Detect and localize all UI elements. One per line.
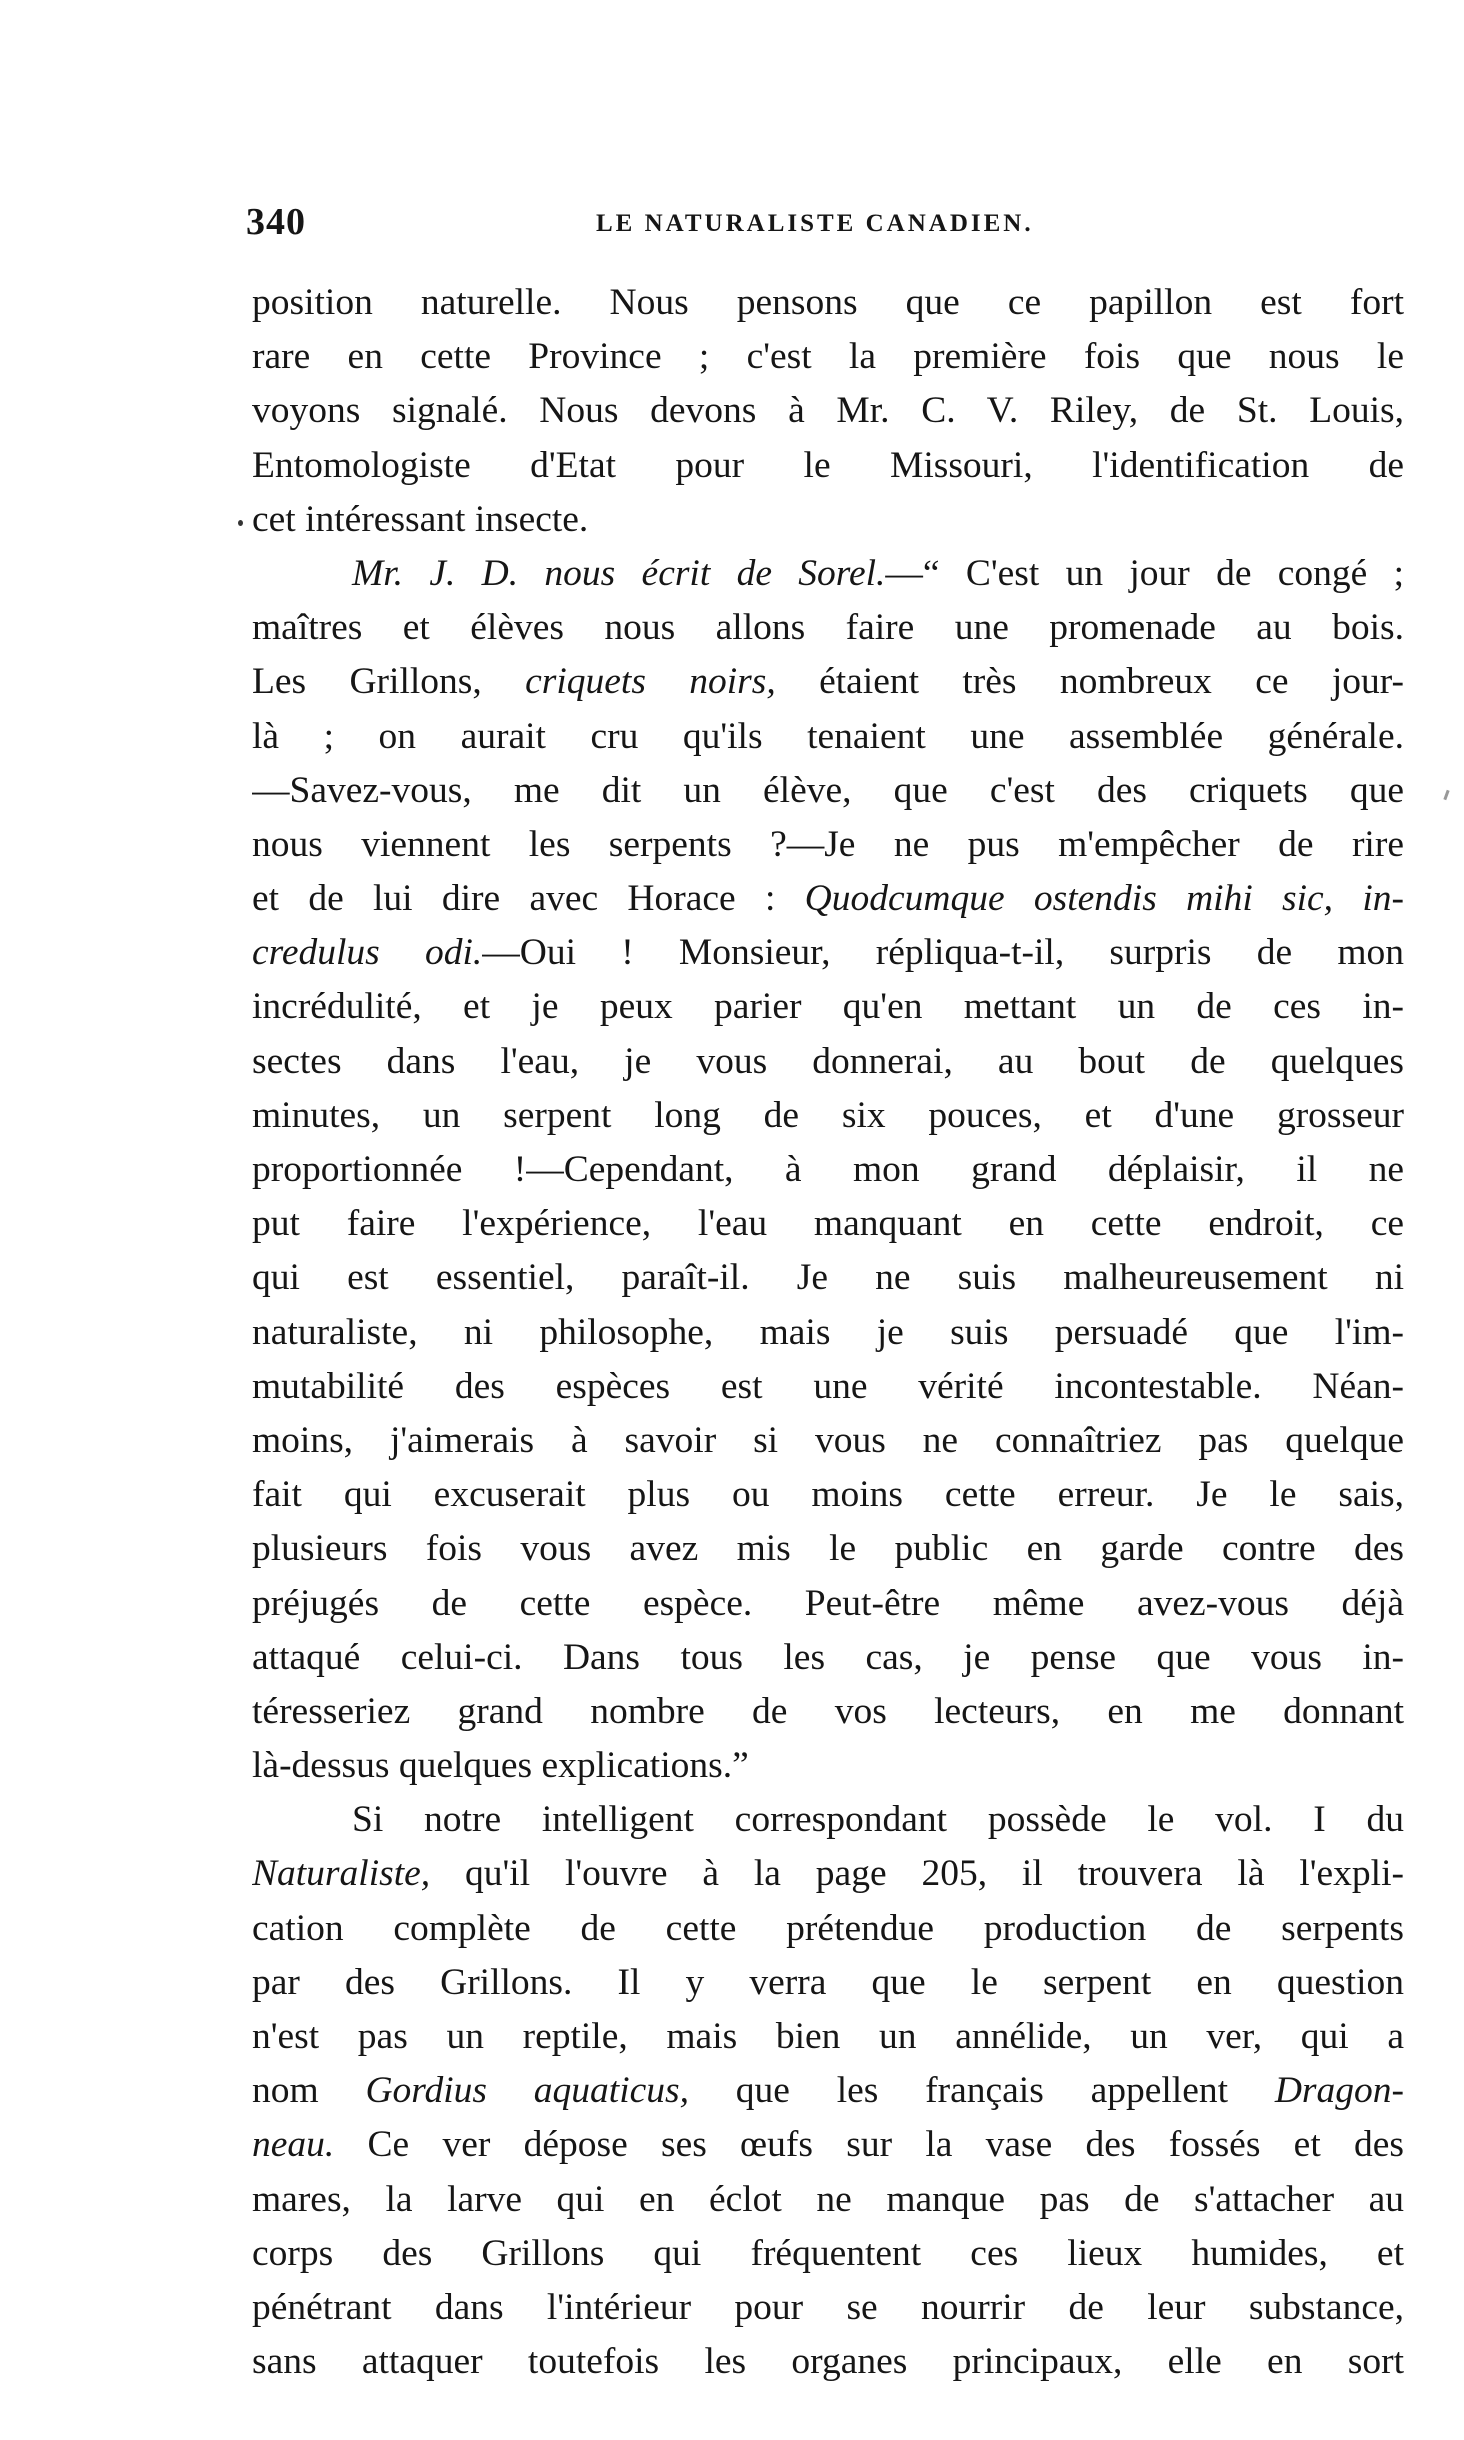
text-line	[252, 2118, 1404, 2172]
text-segment: cation complète de cette prétendue production de serpents	[252, 1907, 1404, 1949]
text-line	[252, 2335, 1404, 2389]
text-segment: naturaliste, ni philosophe, mais je suis persuadé que l'im-	[252, 1311, 1404, 1353]
text-line	[252, 384, 1404, 438]
text-segment: Les Grillons,	[252, 661, 526, 703]
text-line	[252, 2010, 1404, 2064]
text-segment: et de lui dire avec Horace :	[252, 878, 805, 920]
text-segment: rare en cette Province ; c'est la première fois que nous le	[252, 336, 1404, 378]
text-segment: —“ C'est un jour de congé ;	[885, 552, 1404, 594]
text-line	[252, 818, 1404, 872]
text-segment: plusieurs fois vous avez mis le public en garde contre des	[252, 1528, 1404, 1570]
print-speck	[238, 520, 243, 526]
italic-text-segment: neau.	[252, 2124, 335, 2166]
body-text	[252, 276, 1404, 2389]
text-segment: attaqué celui-ci. Dans tous les cas, je pense que vous in-	[252, 1636, 1404, 1678]
text-line	[252, 1251, 1404, 1305]
text-segment: incrédulité, et je peux parier qu'en mettant un de ces in-	[252, 986, 1404, 1028]
text-line	[252, 2281, 1404, 2335]
italic-text-segment: criquets noirs,	[525, 661, 776, 703]
text-line	[252, 1035, 1404, 1089]
text-line	[252, 1197, 1404, 1251]
text-line	[252, 1956, 1404, 2010]
text-line	[252, 1414, 1404, 1468]
text-line	[252, 872, 1404, 926]
text-line	[252, 980, 1404, 1034]
text-segment: par des Grillons. Il y verra que le serpent en question	[252, 1961, 1404, 2003]
text-line	[252, 764, 1404, 818]
text-segment: là ; on aurait cru qu'ils tenaient une assemblée générale.	[252, 715, 1404, 757]
italic-text-segment: Gordius aquaticus,	[365, 2070, 689, 2112]
italic-text-segment: Mr. J. D. nous écrit de Sorel.	[352, 552, 886, 594]
text-segment: étaient très nombreux ce jour-	[775, 661, 1404, 703]
text-line	[252, 276, 1404, 330]
journal-title: LE NATURALISTE CANADIEN.	[596, 210, 1034, 237]
text-line	[252, 1685, 1404, 1739]
text-line	[252, 1577, 1404, 1631]
text-segment: corps des Grillons qui fréquentent ces lieux humides, et	[252, 2232, 1404, 2274]
text-line	[252, 1739, 1404, 1793]
text-line	[252, 1631, 1404, 1685]
page-number: 340	[246, 201, 306, 243]
text-line	[252, 601, 1404, 655]
text-line	[252, 2064, 1404, 2118]
text-segment: sans attaquer toutefois les organes principaux, elle en sort	[252, 2341, 1404, 2383]
text-segment: mutabilité des espèces est une vérité incontestable. Néan-	[252, 1365, 1404, 1407]
text-segment: Entomologiste d'Etat pour le Missouri, l'identification de	[252, 444, 1404, 486]
text-segment: voyons signalé. Nous devons à Mr. C. V. Riley, de St. Louis,	[252, 390, 1404, 432]
italic-text-segment: credulus odi.	[252, 932, 483, 974]
text-line	[252, 1468, 1404, 1522]
text-segment: préjugés de cette espèce. Peut-être même avez-vous déjà	[252, 1582, 1404, 1624]
text-line	[252, 547, 1404, 601]
text-line	[252, 493, 1404, 547]
text-line	[252, 1793, 1404, 1847]
text-segment: moins, j'aimerais à savoir si vous ne connaîtriez pas quelque	[252, 1419, 1404, 1461]
text-line	[252, 710, 1404, 764]
text-line	[252, 1360, 1404, 1414]
text-line	[252, 1847, 1404, 1901]
text-segment: qu'il l'ouvre à la page 205, il trouvera là l'expli-	[430, 1853, 1404, 1895]
text-segment: minutes, un serpent long de six pouces, et d'une grosseur	[252, 1094, 1404, 1136]
text-segment: nom	[252, 2070, 366, 2112]
text-segment: —Oui ! Monsieur, répliqua-t-il, surpris de mon	[482, 932, 1404, 974]
text-line	[252, 330, 1404, 384]
text-line	[252, 1306, 1404, 1360]
text-segment: cet intéressant insecte.	[252, 498, 589, 540]
text-segment: mares, la larve qui en éclot ne manque pas de s'attacher au	[252, 2178, 1404, 2220]
text-segment: n'est pas un reptile, mais bien un annélide, un ver, qui a	[252, 2016, 1404, 2057]
text-line	[252, 655, 1404, 709]
text-segment: pénétrant dans l'intérieur pour se nourrir de leur substance,	[252, 2286, 1404, 2328]
running-head	[246, 200, 1076, 250]
text-segment: téresseriez grand nombre de vos lecteurs, en me donnant	[252, 1690, 1404, 1732]
text-line	[252, 926, 1404, 980]
text-segment: là-dessus quelques explications.”	[252, 1745, 749, 1787]
text-segment: sectes dans l'eau, je vous donnerai, au bout de quelques	[252, 1040, 1404, 1082]
text-segment: proportionnée !—Cependant, à mon grand déplaisir, il ne	[252, 1149, 1404, 1190]
text-segment: put faire l'expérience, l'eau manquant en cette endroit, ce	[252, 1203, 1404, 1245]
print-speck	[1443, 790, 1449, 800]
text-segment: Si notre intelligent correspondant possède le vol. I du	[352, 1799, 1404, 1841]
text-segment: maîtres et élèves nous allons faire une promenade au bois.	[252, 607, 1404, 649]
text-segment: Ce ver dépose ses œufs sur la vase des fossés et des	[334, 2124, 1404, 2166]
text-line	[252, 1902, 1404, 1956]
text-segment: que les français appellent	[688, 2070, 1275, 2112]
text-segment: fait qui excuserait plus ou moins cette erreur. Je le sais,	[252, 1474, 1404, 1516]
italic-text-segment: Naturaliste,	[252, 1853, 431, 1895]
italic-text-segment: Dragon-	[1274, 2070, 1404, 2112]
text-segment: —Savez-vous, me dit un élève, que c'est des criquets que	[252, 769, 1404, 811]
text-line	[252, 2173, 1404, 2227]
text-line	[252, 1089, 1404, 1143]
text-line	[252, 1522, 1404, 1576]
text-line	[252, 2227, 1404, 2281]
text-segment: position naturelle. Nous pensons que ce papillon est fort	[252, 282, 1404, 323]
text-line	[252, 1143, 1404, 1197]
italic-text-segment: Quodcumque ostendis mihi sic, in-	[804, 878, 1404, 920]
text-segment: qui est essentiel, paraît-il. Je ne suis malheureusement ni	[252, 1257, 1404, 1299]
text-segment: nous viennent les serpents ?—Je ne pus m'empêcher de rire	[252, 823, 1404, 865]
text-line	[252, 439, 1404, 493]
